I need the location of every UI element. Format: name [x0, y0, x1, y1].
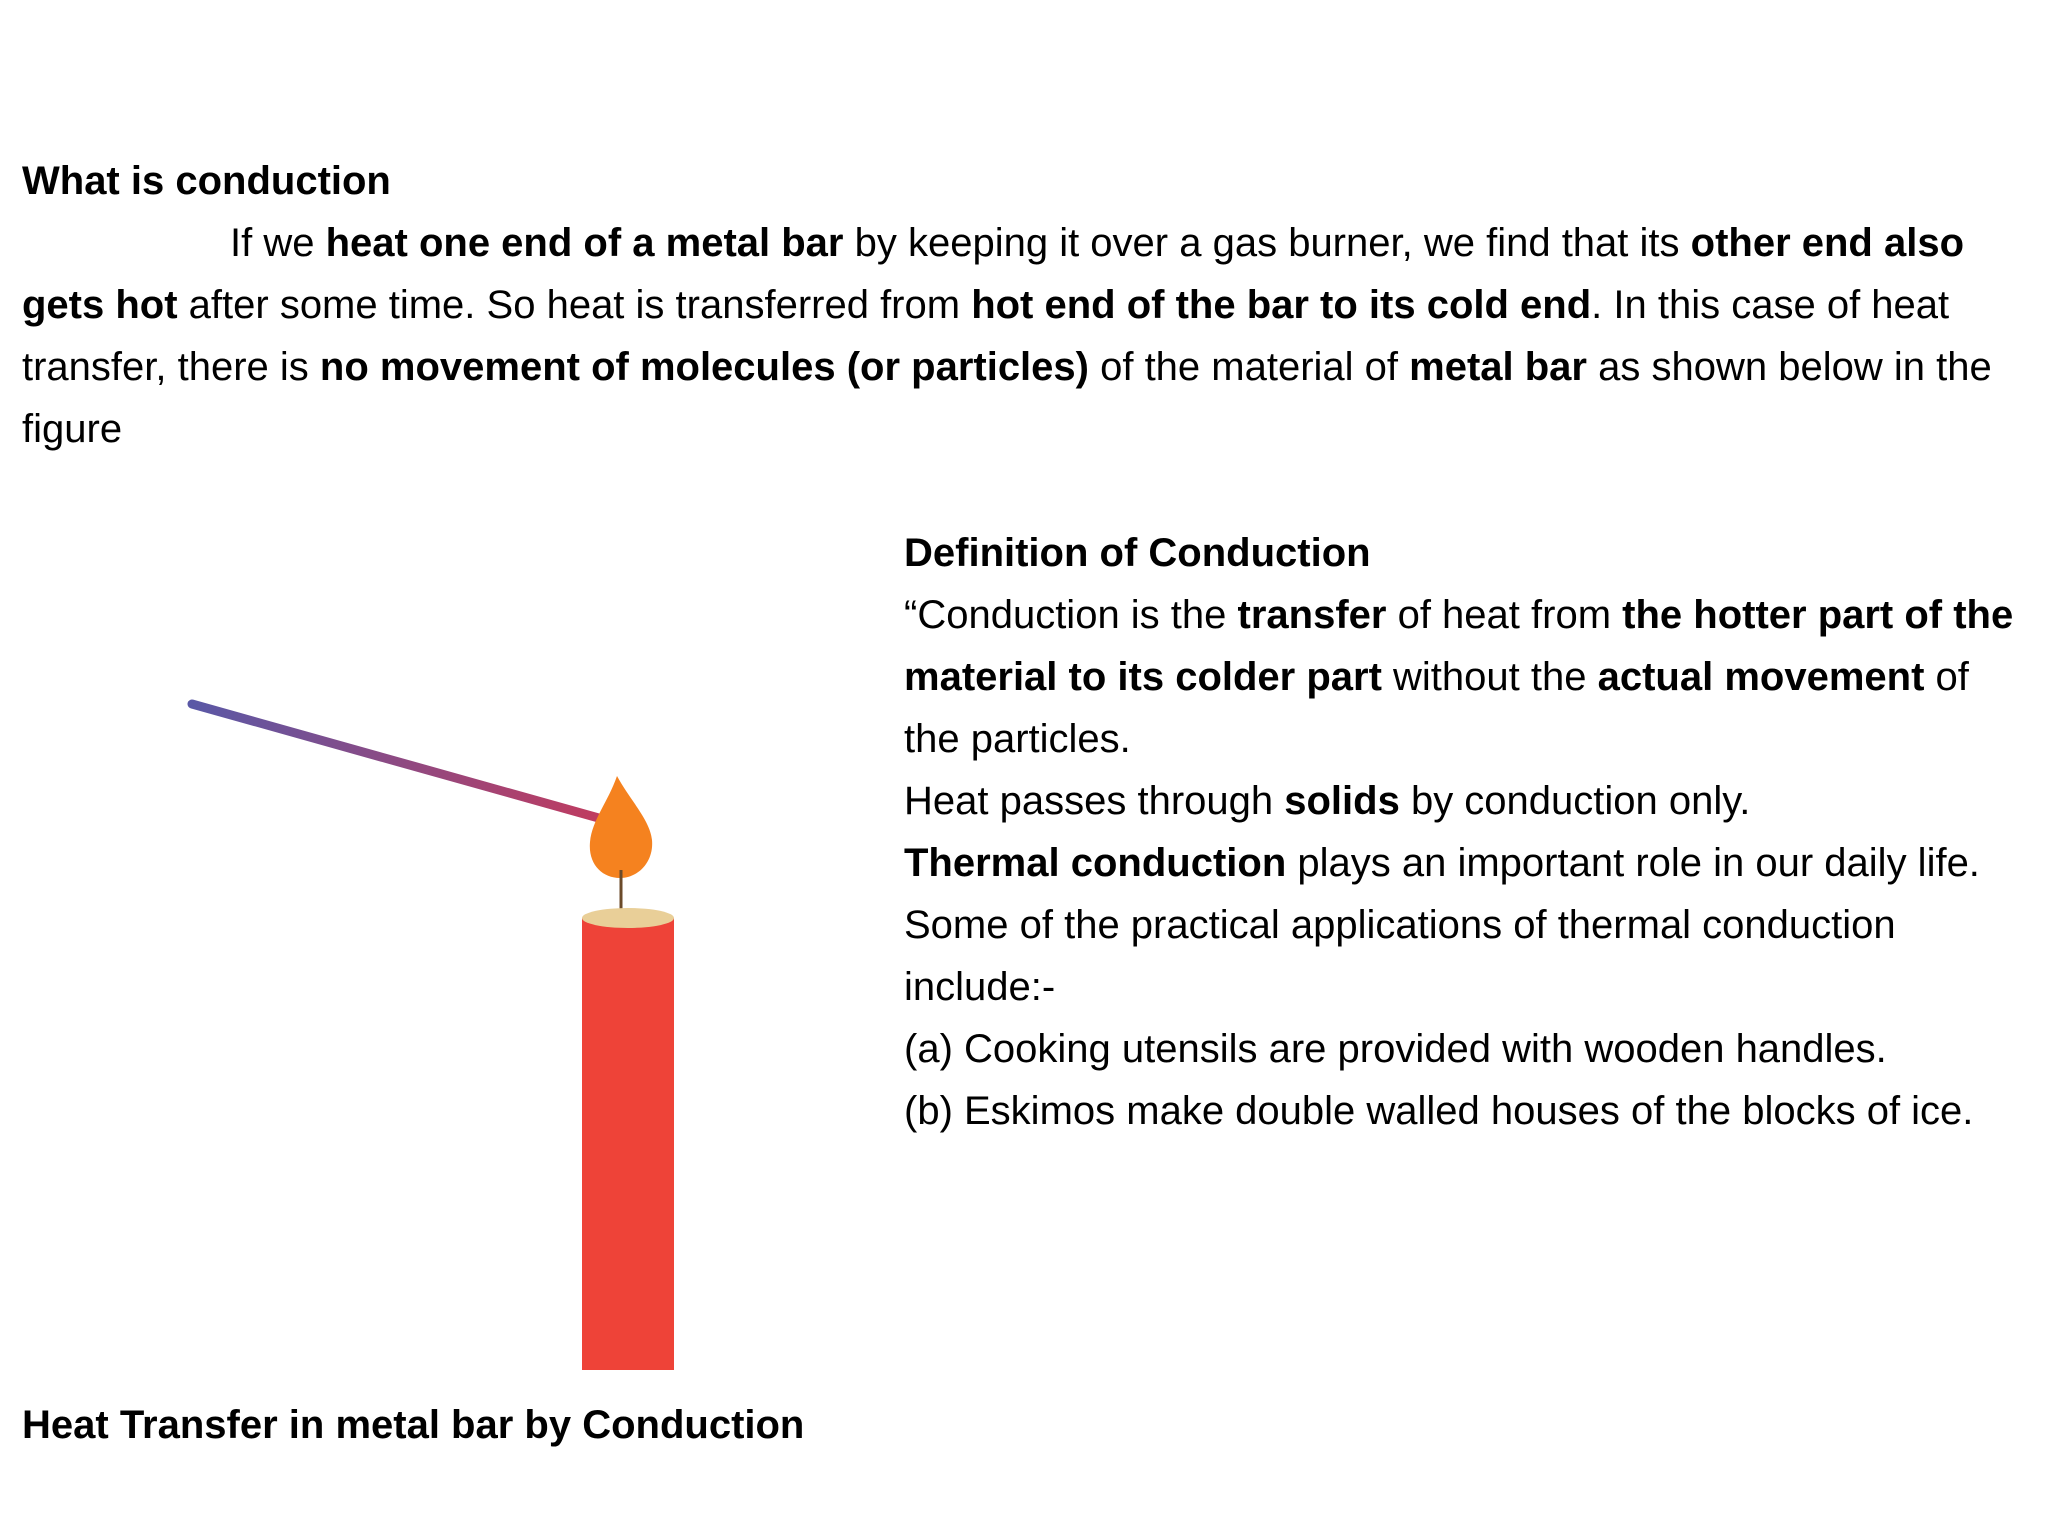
- conduction-figure: [170, 680, 710, 1380]
- intro-text-2: by keeping it over a gas burner, we find that its: [843, 221, 1691, 265]
- solids-statement: [904, 770, 2014, 832]
- solids-text-1: Heat passes through: [904, 779, 1285, 823]
- solids-text-2: by conduction only.: [1399, 779, 1751, 823]
- figure-caption: Heat Transfer in metal bar by Conduction: [22, 1403, 805, 1447]
- def-text-3: without the: [1381, 655, 1598, 699]
- intro-bold-2: other end also gets hot: [22, 221, 1965, 327]
- intro-heading: What is conduction: [22, 159, 391, 203]
- applications-intro: Some of the practical applications of thermal conduction include:-: [904, 903, 1896, 1009]
- intro-bold-3: hot end of the bar to its cold end: [971, 283, 1592, 327]
- candle: [582, 908, 674, 1370]
- def-bold-1: transfer: [1237, 593, 1387, 637]
- thermal-statement: [904, 832, 2014, 894]
- definition-heading: [904, 522, 2014, 584]
- definition-section: [904, 522, 2014, 1142]
- intro-paragraph: [22, 212, 2012, 460]
- candle-and-bar-illustration: [170, 680, 710, 1380]
- def-text-1: “Conduction is the: [904, 593, 1238, 637]
- definition-heading-text: Definition of Conduction: [904, 531, 1371, 575]
- solids-bold: solids: [1284, 779, 1400, 823]
- def-bold-3: actual movement: [1597, 655, 1925, 699]
- intro-bold-4: no movement of molecules (or particles): [319, 345, 1089, 389]
- intro-text-4: . In this case of heat transfer, there is: [22, 283, 1950, 389]
- intro-text-3: after some time. So heat is transferred from: [177, 283, 972, 327]
- application-item-a: (a) Cooking utensils are provided with wooden handles.: [904, 1027, 1887, 1071]
- intro-text-6: as shown below in the figure: [22, 345, 1992, 451]
- thermal-text: plays an important role in our daily life.: [1286, 841, 1980, 885]
- flame-icon: [590, 776, 652, 878]
- definition-quote: [904, 584, 2014, 770]
- def-bold-2: the hotter part of the material to its colder part: [904, 593, 2014, 699]
- def-text-4: of the particles.: [904, 655, 1969, 761]
- metal-bar: [192, 704, 620, 824]
- intro-section: [22, 150, 2012, 460]
- application-item-b: (b) Eskimos make double walled houses of the blocks of ice.: [904, 1089, 1974, 1133]
- intro-text-5: of the material of: [1088, 345, 1410, 389]
- def-text-2: of heat from: [1386, 593, 1623, 637]
- thermal-bold: Thermal conduction: [904, 841, 1287, 885]
- intro-bold-5: metal bar: [1409, 345, 1587, 389]
- intro-bold-1: heat one end of a metal bar: [325, 221, 844, 265]
- intro-text-1: If we: [230, 221, 326, 265]
